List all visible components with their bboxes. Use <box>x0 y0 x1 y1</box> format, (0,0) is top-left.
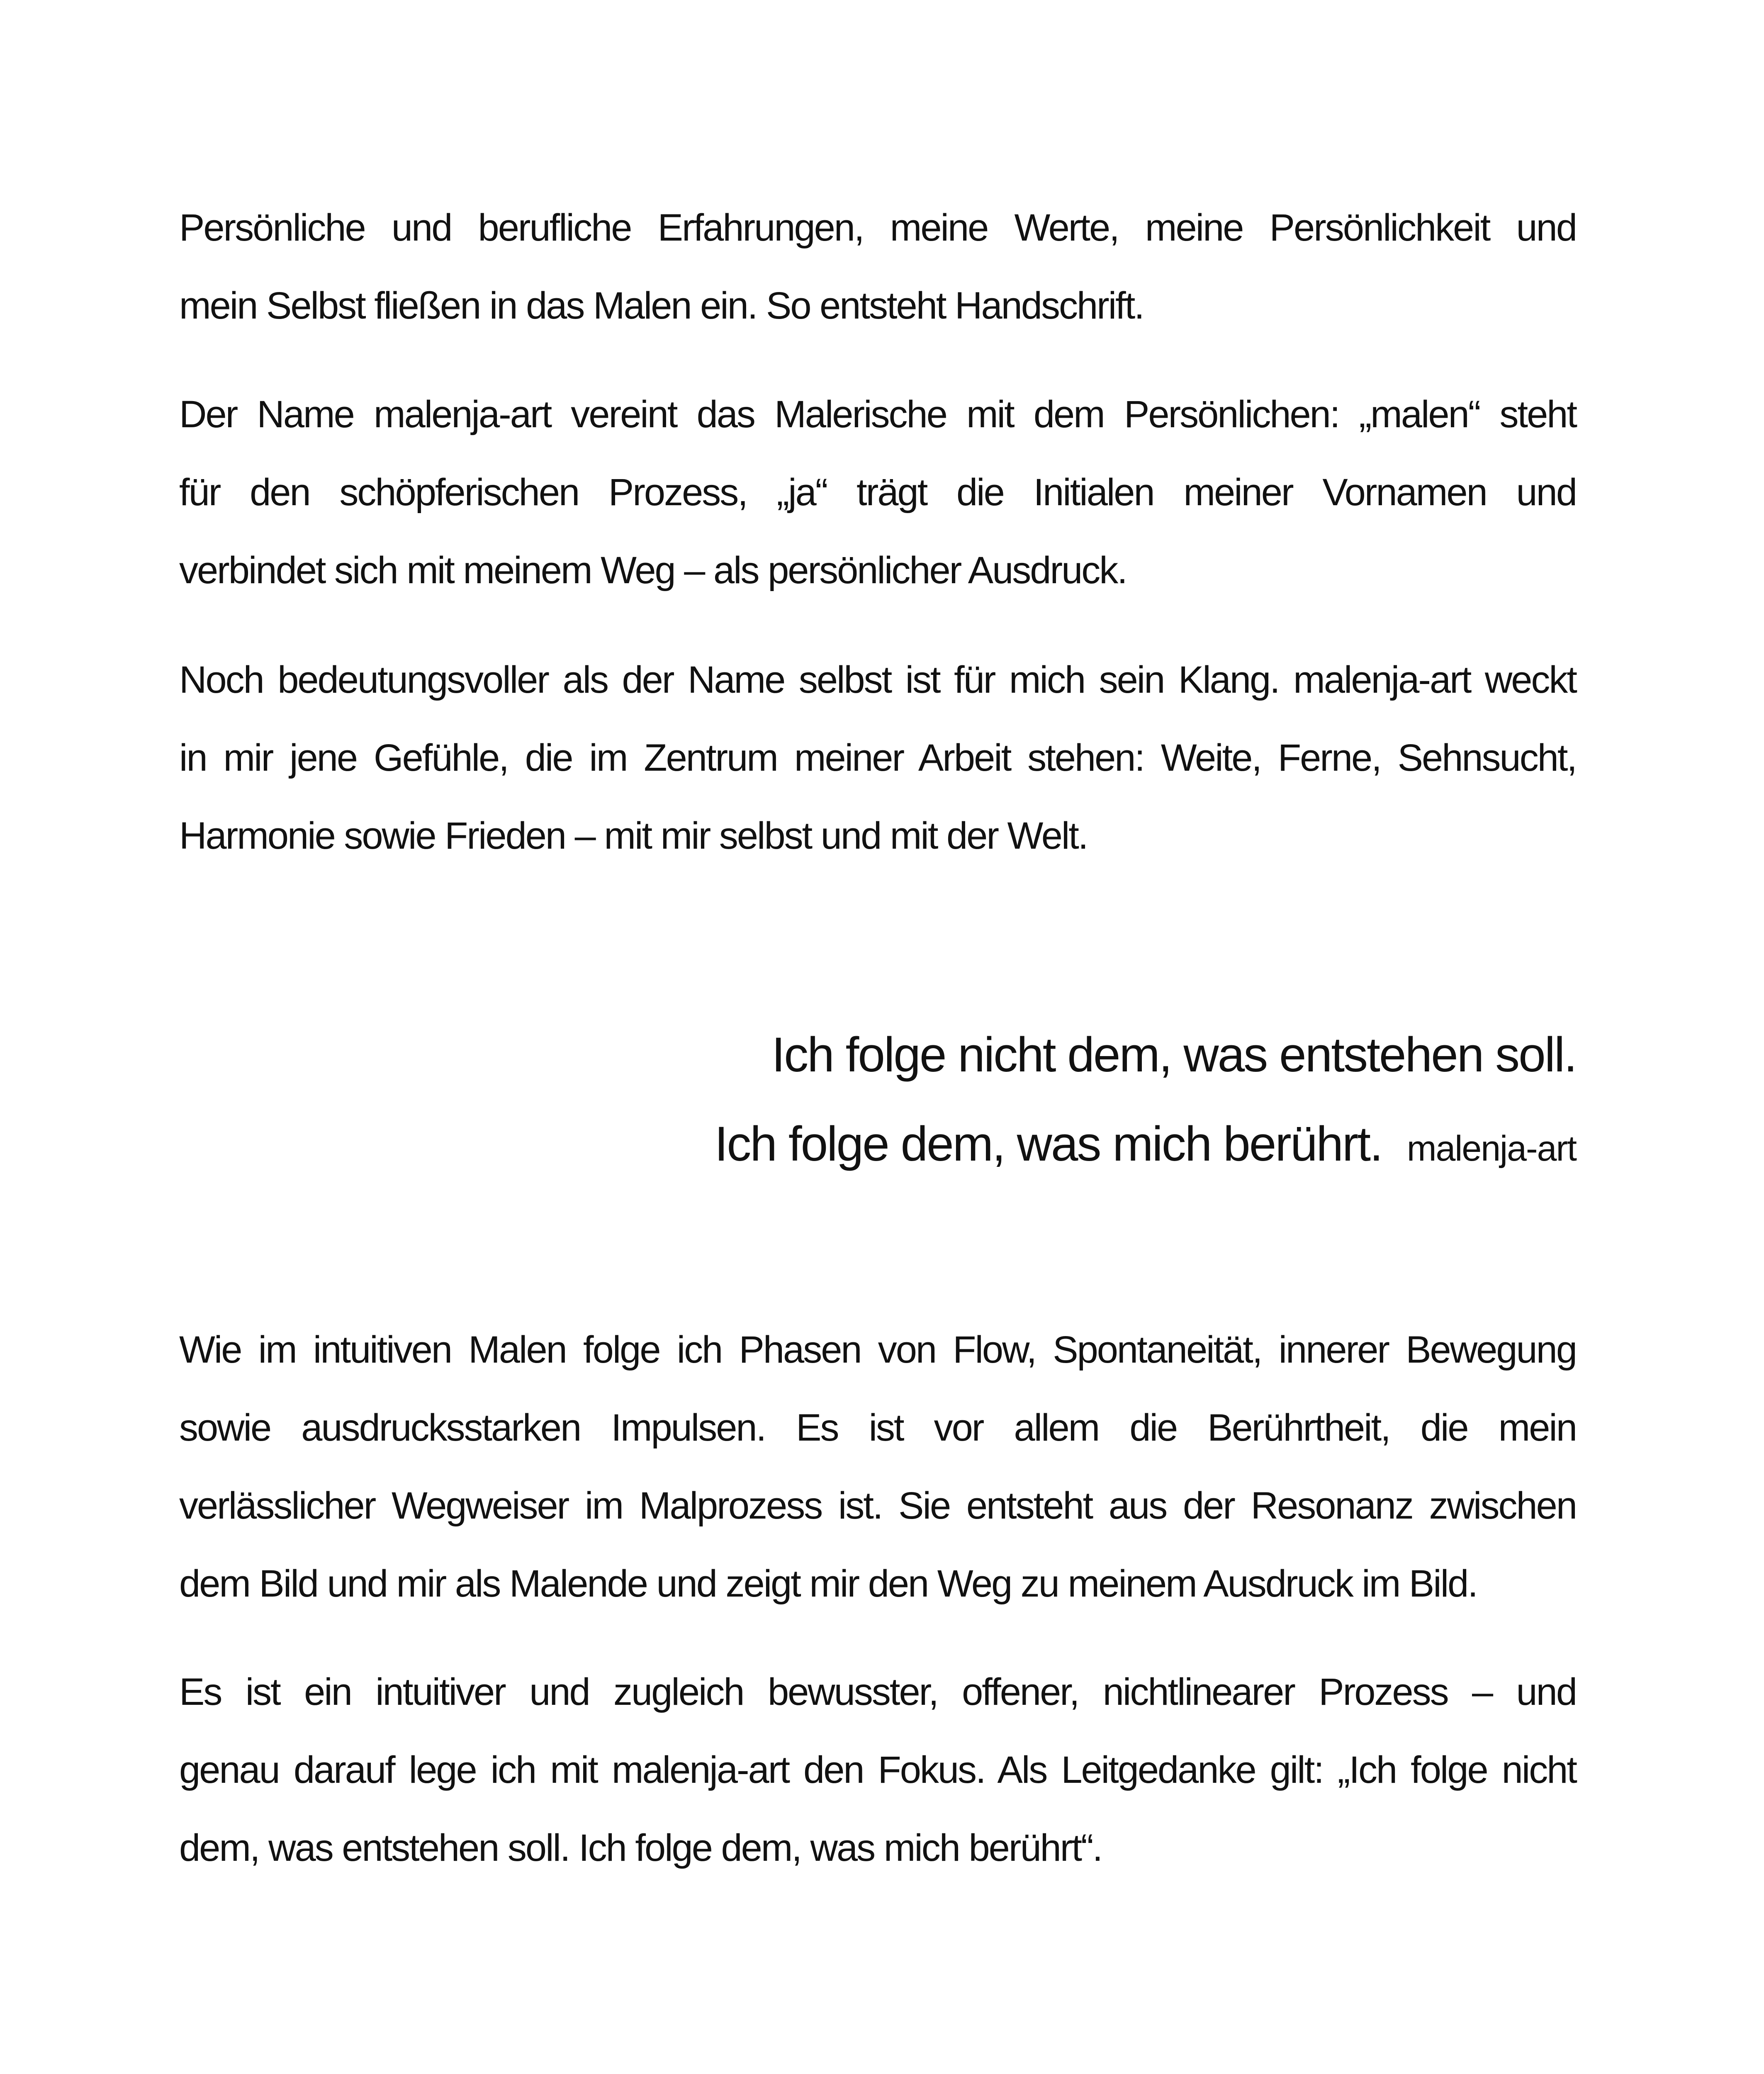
paragraph-experiences <box>179 189 1576 345</box>
text-line: Es ist ein intuitiver und zugleich bewusster, offener, nichtlinearer Prozess – und <box>179 1671 1576 1713</box>
text-line: verbindet sich mit meinem Weg – als persönlicher Ausdruck. <box>179 549 1127 592</box>
text-line: Persönliche und berufliche Erfahrungen, meine Werte, meine Persönlichkeit und <box>179 207 1576 249</box>
text-line: mein Selbst fließen in das Malen ein. So entsteht Handschrift. <box>179 285 1144 327</box>
text-line: dem, was entstehen soll. Ich folge dem, was mich berührt“. <box>179 1827 1102 1869</box>
text-line: Wie im intuitiven Malen folge ich Phasen von Flow, Spontaneität, innerer Bewegung <box>179 1329 1576 1371</box>
paragraph-name-meaning <box>179 375 1576 609</box>
text-line: Noch bedeutungsvoller als der Name selbst ist für mich sein Klang. malenja-art weckt <box>179 659 1576 701</box>
quote-line-1: Ich folge nicht dem, was entstehen soll. <box>771 1027 1576 1082</box>
text-line: genau darauf lege ich mit malenja-art den Fokus. Als Leitgedanke gilt: „Ich folge nicht <box>179 1749 1576 1791</box>
paragraph-intuitive-painting <box>179 1311 1576 1623</box>
quote-signature: malenja-art <box>1406 1129 1576 1168</box>
text-line: in mir jene Gefühle, die im Zentrum meiner Arbeit stehen: Weite, Ferne, Sehnsucht, <box>179 737 1576 779</box>
text-line: für den schöpferischen Prozess, „ja“ trägt die Initialen meiner Vornamen und <box>179 471 1576 514</box>
text-line: dem Bild und mir als Malende und zeigt mir den Weg zu meinem Ausdruck im Bild. <box>179 1563 1477 1605</box>
paragraph-process-focus <box>179 1653 1576 1887</box>
text-line: Der Name malenja-art vereint das Malerische mit dem Persönlichen: „malen“ steht <box>179 393 1576 436</box>
text-line: Harmonie sowie Frieden – mit mir selbst und mit der Welt. <box>179 815 1088 857</box>
paragraph-name-sound <box>179 641 1576 875</box>
quote-line-2-text: Ich folge dem, was mich berührt. <box>714 1117 1382 1171</box>
text-line: verlässlicher Wegweiser im Malprozess ist. Sie entsteht aus der Resonanz zwischen <box>179 1485 1576 1527</box>
quote-line-2 <box>715 1116 1576 1172</box>
text-line: sowie ausdrucksstarken Impulsen. Es ist vor allem die Berührtheit, die mein <box>179 1407 1576 1449</box>
